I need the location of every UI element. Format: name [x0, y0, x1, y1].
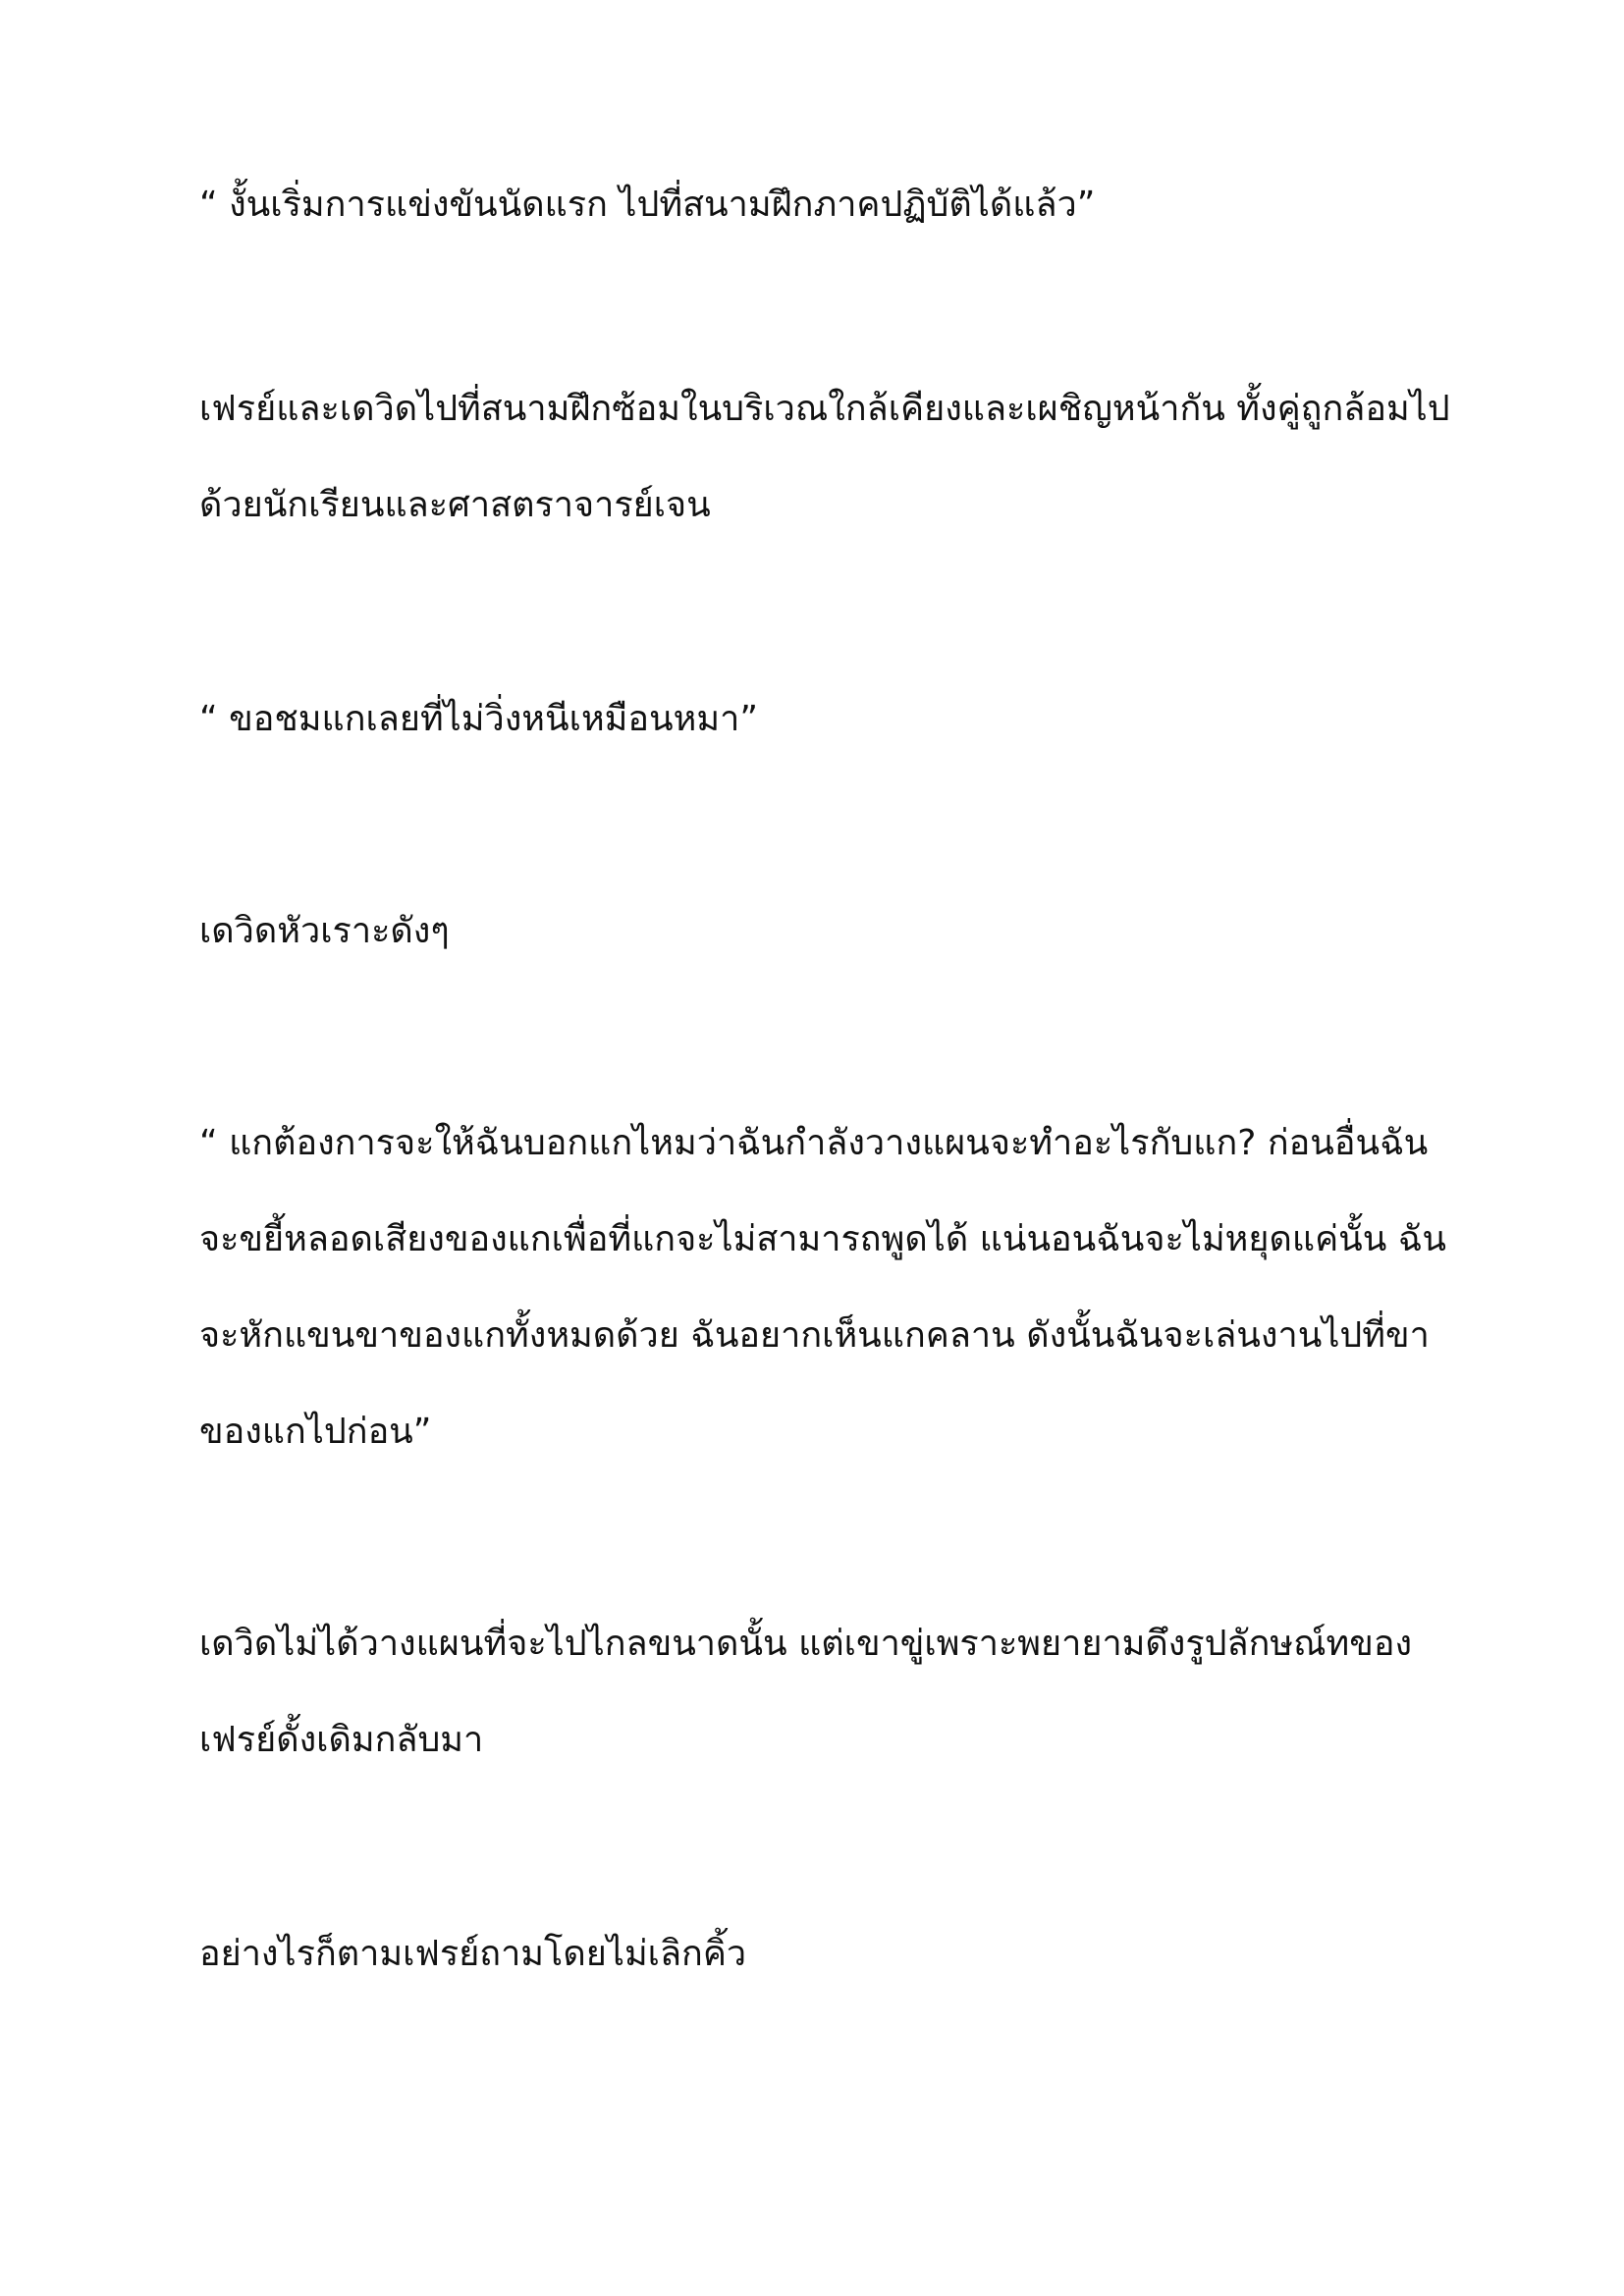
text-line: เฟรย์ดั้งเดิมกลับมา: [199, 1720, 484, 1760]
paragraph-1: [199, 157, 1456, 253]
text-line: “ ขอชมแกเลยที่ไม่วิ่งหนีเหมือนหมา”: [199, 699, 758, 739]
paragraph-7: [199, 1906, 1456, 2002]
text-line: เดวิดไม่ได้วางแผนที่จะไปไกลขนาดนั้น แต่เขาขู่เพราะพยายามดึงรูปลักษณ์ทของ: [199, 1624, 1413, 1664]
text-line: จะขยี้หลอดเสียงของแกเพื่อที่แกจะไม่สามารถพูดได้ แน่นอนฉันจะไม่หยุดแค่นั้น ฉัน: [199, 1219, 1446, 1259]
text-line: อย่างไรก็ตามเฟรย์ถามโดยไม่เลิกคิ้ว: [199, 1934, 747, 1974]
text-line: “ แกต้องการจะให้ฉันบอกแกไหมว่าฉันกำลังวางแผนจะทำอะไรกับแก? ก่อนอื่นฉัน: [199, 1123, 1429, 1163]
text-line: เฟรย์และเดวิดไปที่สนามฝึกซ้อมในบริเวณใกล้เคียงและเผชิญหน้ากัน ทั้งคู่ถูกล้อมไป: [199, 389, 1450, 429]
paragraph-5: [199, 1095, 1456, 1480]
body-text: [199, 157, 1456, 2002]
text-line: ด้วยนักเรียนและศาสตราจารย์เจน: [199, 485, 711, 525]
paragraph-6: [199, 1596, 1456, 1789]
text-line: ของแกไปก่อน”: [199, 1412, 432, 1452]
text-line: “ งั้นเริ่มการแข่งขันนัดแรก ไปที่สนามฝึกภาคปฏิบัติได้แล้ว”: [199, 185, 1096, 225]
paragraph-2: [199, 361, 1456, 554]
text-line: เดวิดหัวเราะดังๆ: [199, 911, 450, 951]
paragraph-4: [199, 883, 1456, 980]
paragraph-3: [199, 671, 1456, 768]
text-line: จะหักแขนขาของแกทั้งหมดด้วย ฉันอยากเห็นแกคลาน ดังนั้นฉันจะเล่นงานไปที่ขา: [199, 1315, 1430, 1356]
